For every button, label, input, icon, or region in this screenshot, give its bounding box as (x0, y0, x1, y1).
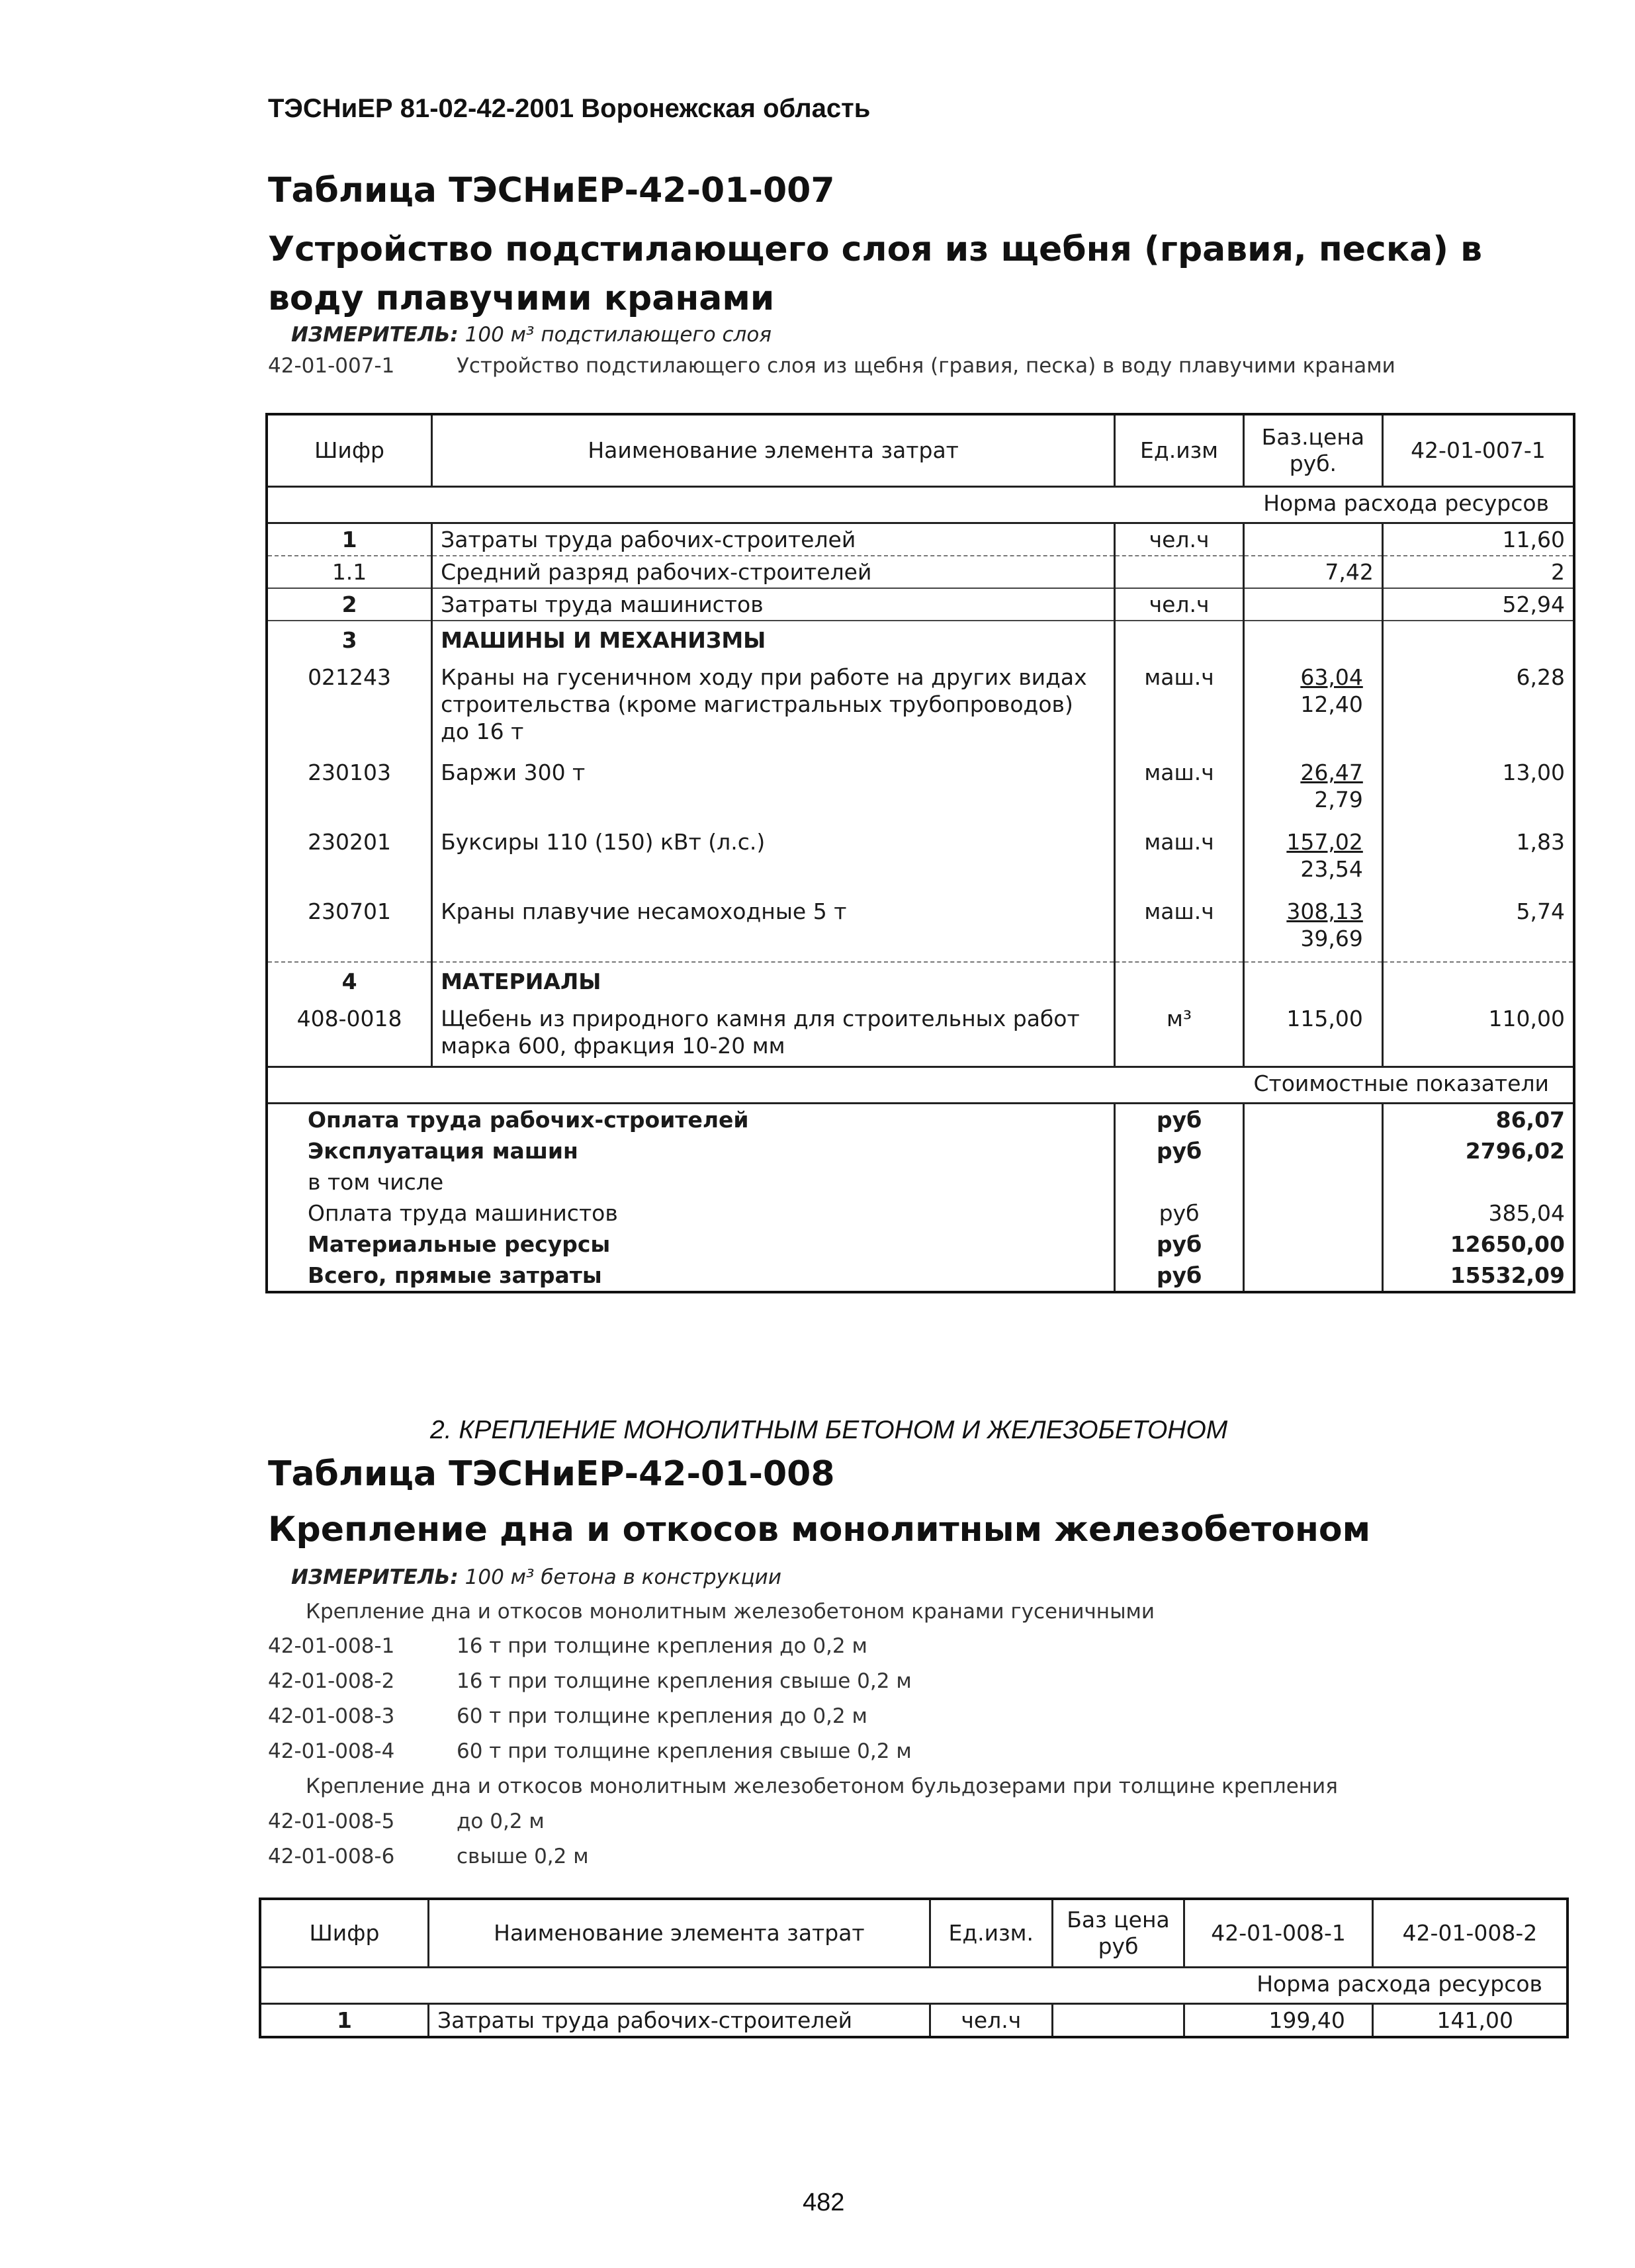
row-code: 230103 (267, 757, 432, 826)
table1-code: 42-01-007-1 (268, 354, 395, 378)
norm-label: Норма расхода ресурсов (267, 487, 1574, 523)
cost-value: 86,07 (1382, 1104, 1574, 1136)
norm-row (260, 1968, 1568, 2004)
code-desc: 60 т при толщине крепления до 0,2 м (457, 1704, 867, 1728)
cost-name: Материальные ресурсы (267, 1229, 1115, 1260)
row-price (1243, 896, 1382, 962)
row-name: МАТЕРИАЛЫ (432, 962, 1115, 997)
cost-label: Стоимостные показатели (267, 1067, 1574, 1104)
row-name: Краны плавучие несамоходные 5 т (432, 896, 1115, 962)
measure-value: 100 м³ подстилающего слоя (464, 323, 772, 347)
row-name: Баржи 300 т (432, 757, 1115, 826)
cost-value: 385,04 (1382, 1198, 1574, 1229)
table2-measure (291, 1565, 781, 1589)
col-header-text: Баз.цена руб. (1261, 424, 1365, 476)
row-unit: маш.ч (1115, 656, 1244, 757)
row-code: 1 (260, 2004, 428, 2038)
row-price: 115,00 (1243, 997, 1382, 1067)
row-name: Щебень из природного камня для строительных работ марка 600, фракция 10-20 мм (432, 997, 1115, 1067)
col-header: Наименование элемента затрат (428, 1899, 930, 1968)
table-row (267, 556, 1574, 588)
cost-name: Эксплуатация машин (267, 1135, 1115, 1166)
table2-group2: Крепление дна и откосов монолитным железобетоном бульдозерами при толщине крепления (306, 1774, 1338, 1798)
code-item: 42-01-008-1 (268, 1634, 395, 1658)
cost-empty (1243, 1135, 1382, 1166)
code-item: 42-01-008-5 (268, 1810, 395, 1833)
table1-title: Таблица ТЭСНиЕР-42-01-007 (268, 171, 835, 210)
row-code: 4 (267, 962, 432, 997)
row-price (1243, 757, 1382, 826)
cost-unit: руб (1115, 1198, 1244, 1229)
measure-value: 100 м³ бетона в конструкции (464, 1565, 781, 1589)
table-row (267, 826, 1574, 896)
row-value: 141,00 (1372, 2004, 1568, 2038)
cost-name: в том числе (267, 1166, 1115, 1198)
row-price-secondary: 12,40 (1300, 691, 1363, 717)
cost-name: Оплата труда рабочих-строителей (267, 1104, 1115, 1136)
code-desc: свыше 0,2 м (457, 1845, 589, 1868)
row-code: 408-0018 (267, 997, 432, 1067)
row-value: 110,00 (1382, 997, 1574, 1067)
row-name: Буксиры 110 (150) кВт (л.с.) (432, 826, 1115, 896)
row-value: 199,40 (1184, 2004, 1372, 2038)
table-row (267, 997, 1574, 1067)
row-value: 52,94 (1382, 588, 1574, 621)
row-price (1243, 962, 1382, 997)
table-row (267, 896, 1574, 962)
col-header: Шифр (267, 414, 432, 487)
row-code: 230201 (267, 826, 432, 896)
row-price (1052, 2004, 1184, 2038)
cost-value: 12650,00 (1382, 1229, 1574, 1260)
table1-code-desc: Устройство подстилающего слоя из щебня (гравия, песка) в воду плавучими кранами (457, 354, 1395, 378)
table-row (267, 523, 1574, 556)
row-name: Краны на гусеничном ходу при работе на других видах строительства (кроме магистральных трубопроводов) до 16 т (432, 656, 1115, 757)
row-unit (1115, 962, 1244, 997)
table1-header-row (267, 414, 1574, 487)
col-header: 42-01-008-1 (1184, 1899, 1372, 1968)
col-header (1243, 414, 1382, 487)
code-item: 42-01-008-4 (268, 1739, 395, 1763)
row-price-main: 26,47 (1300, 760, 1363, 785)
row-unit: м³ (1115, 997, 1244, 1067)
cost-name: Всего, прямые затраты (267, 1260, 1115, 1292)
row-price (1243, 588, 1382, 621)
table1-measure (291, 323, 772, 347)
row-unit: маш.ч (1115, 826, 1244, 896)
table-row (267, 757, 1574, 826)
cost-value (1382, 1166, 1574, 1198)
col-header: Баз цена руб (1052, 1899, 1184, 1968)
col-header: 42-01-007-1 (1382, 414, 1574, 487)
table1 (265, 413, 1575, 1293)
cost-value: 2796,02 (1382, 1135, 1574, 1166)
row-code: 1 (267, 523, 432, 556)
table2-subtitle: Крепление дна и откосов монолитным железобетоном (268, 1510, 1371, 1549)
row-price-main: 63,04 (1300, 664, 1363, 690)
row-unit (1115, 621, 1244, 656)
table1-subtitle: Устройство подстилающего слоя из щебня (гравия, песка) в воду плавучими кранами (268, 230, 1483, 318)
row-value: 6,28 (1382, 656, 1574, 757)
cost-row (267, 1104, 1574, 1136)
page-number: 482 (803, 2189, 845, 2216)
row-code: 3 (267, 621, 432, 656)
cost-name: Оплата труда машинистов (267, 1198, 1115, 1229)
cost-row (267, 1135, 1574, 1166)
table2-group1: Крепление дна и откосов монолитным железобетоном кранами гусеничными (306, 1600, 1155, 1624)
table2 (259, 1897, 1569, 2038)
cost-value: 15532,09 (1382, 1260, 1574, 1292)
measure-label: ИЗМЕРИТЕЛЬ: (291, 323, 459, 347)
col-header: Шифр (260, 1899, 428, 1968)
col-header: Наименование элемента затрат (432, 414, 1115, 487)
cost-row (267, 1229, 1574, 1260)
row-price (1243, 621, 1382, 656)
col-header: Ед.изм (1115, 414, 1244, 487)
row-price (1243, 523, 1382, 556)
norm-row (267, 487, 1574, 523)
row-price (1243, 826, 1382, 896)
cost-unit: руб (1115, 1229, 1244, 1260)
norm-label: Норма расхода ресурсов (260, 1968, 1568, 2004)
row-unit: чел.ч (930, 2004, 1052, 2038)
row-value: 2 (1382, 556, 1574, 588)
row-value: 5,74 (1382, 896, 1574, 962)
row-code: 1.1 (267, 556, 432, 588)
code-item: 42-01-008-6 (268, 1845, 395, 1868)
row-price-secondary: 23,54 (1300, 856, 1363, 882)
cost-row (267, 1260, 1574, 1292)
cost-empty (1243, 1104, 1382, 1136)
code-item: 42-01-008-2 (268, 1669, 395, 1693)
code-desc: 60 т при толщине крепления свыше 0,2 м (457, 1739, 912, 1763)
row-unit (1115, 556, 1244, 588)
document-header: ТЭСНиЕР 81-02-42-2001 Воронежская область (268, 94, 871, 123)
row-price-main: 157,02 (1286, 829, 1363, 855)
cost-label-row (267, 1067, 1574, 1104)
row-value: 13,00 (1382, 757, 1574, 826)
row-code: 2 (267, 588, 432, 621)
col-header: Ед.изм. (930, 1899, 1052, 1968)
code-desc: до 0,2 м (457, 1810, 545, 1833)
table2-title: Таблица ТЭСНиЕР-42-01-008 (268, 1454, 835, 1494)
cost-row (267, 1198, 1574, 1229)
cost-unit (1115, 1166, 1244, 1198)
row-unit: маш.ч (1115, 896, 1244, 962)
col-header: 42-01-008-2 (1372, 1899, 1568, 1968)
cost-unit: руб (1115, 1260, 1244, 1292)
row-price-secondary: 39,69 (1300, 926, 1363, 951)
code-desc: 16 т при толщине крепления свыше 0,2 м (457, 1669, 912, 1693)
row-name: Затраты труда рабочих-строителей (428, 2004, 930, 2038)
cost-empty (1243, 1198, 1382, 1229)
table-row (267, 588, 1574, 621)
row-value (1382, 962, 1574, 997)
row-code: 021243 (267, 656, 432, 757)
row-price: 7,42 (1243, 556, 1382, 588)
row-code: 230701 (267, 896, 432, 962)
table2-header-row (260, 1899, 1568, 1968)
table-row (267, 962, 1574, 997)
code-desc: 16 т при толщине крепления до 0,2 м (457, 1634, 867, 1658)
row-unit: маш.ч (1115, 757, 1244, 826)
row-name: Средний разряд рабочих-строителей (432, 556, 1115, 588)
table-row (267, 621, 1574, 656)
row-price-secondary: 2,79 (1314, 787, 1363, 812)
code-item: 42-01-008-3 (268, 1704, 395, 1728)
row-name: Затраты труда машинистов (432, 588, 1115, 621)
row-unit: чел.ч (1115, 523, 1244, 556)
cost-row (267, 1166, 1574, 1198)
row-name: МАШИНЫ И МЕХАНИЗМЫ (432, 621, 1115, 656)
row-price-main: 308,13 (1286, 898, 1363, 924)
section-title: 2. КРЕПЛЕНИЕ МОНОЛИТНЫМ БЕТОНОМ И ЖЕЛЕЗОБЕТОНОМ (430, 1416, 1228, 1444)
measure-label: ИЗМЕРИТЕЛЬ: (291, 1565, 459, 1589)
cost-empty (1243, 1229, 1382, 1260)
cost-unit: руб (1115, 1135, 1244, 1166)
row-value: 1,83 (1382, 826, 1574, 896)
row-value (1382, 621, 1574, 656)
row-name: Затраты труда рабочих-строителей (432, 523, 1115, 556)
cost-empty (1243, 1260, 1382, 1292)
row-price (1243, 656, 1382, 757)
cost-unit: руб (1115, 1104, 1244, 1136)
cost-empty (1243, 1166, 1382, 1198)
table-row (260, 2004, 1568, 2038)
row-value: 11,60 (1382, 523, 1574, 556)
row-unit: чел.ч (1115, 588, 1244, 621)
table-row (267, 656, 1574, 757)
